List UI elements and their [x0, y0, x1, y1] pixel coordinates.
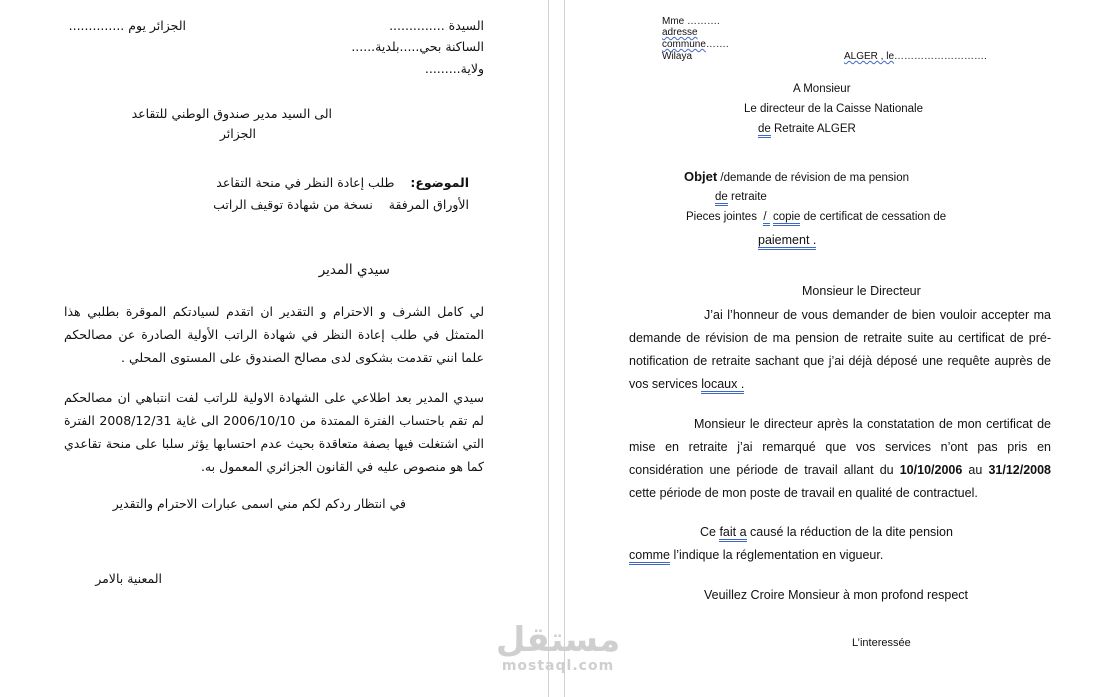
recipient-line3: de Retraite ALGER — [758, 123, 856, 135]
objet-line2: de retraite — [715, 191, 767, 203]
arabic-letter-page — [0, 0, 548, 697]
watermark-latin: mostaql.com — [501, 658, 615, 674]
place-date: الجزائر يوم .............. — [68, 18, 186, 33]
subject-text: طلب إعادة النظر في منحة التقاعد — [216, 175, 395, 190]
french-letter-page — [565, 0, 1115, 697]
sender-address: الساكنة بحي.....بلدية...... — [351, 39, 484, 54]
sender-wilaya: ولاية......... — [424, 61, 484, 76]
salutation: Monsieur le Directeur — [802, 284, 921, 298]
paragraph-1: J’ai l’honneur de vous demander de bien vouloir accepter ma demande de révision de ma pension de retraite suite au certificat de pré-notification de retraite sachant que j’ai déjà déposé une requête auprès de vos services locaux . — [629, 304, 1051, 396]
objet-line: Objet /demande de révision de ma pension — [684, 169, 910, 184]
paragraph-3-line1: Ce fait a causé la réduction de la dite pension — [700, 525, 953, 539]
sender-adresse: adresse — [662, 27, 698, 38]
paragraph-1: لي كامل الشرف و الاحترام و التقدير ان اتقدم لسيادتكم الموقرة بطلبي هذا المتمثل في طلب إعادة النظر في شهادة الراتب الأولية الصادرة عن مصالحكم علما انني تقدمت بشكوى لدى مصالح الصندوق على المستوى المحلي . — [64, 304, 484, 365]
closing: في انتظار ردكم لكم مني اسمى عبارات الاحترام والتقدير — [112, 496, 406, 511]
mostaql-watermark — [488, 622, 628, 674]
sender-wilaya: Wilaya — [662, 51, 693, 62]
sender-commune: commune……. — [662, 39, 729, 50]
page-divider — [548, 0, 549, 697]
attachments-label: الأوراق المرفقة — [388, 197, 469, 212]
salutation: سيدي المدير — [318, 262, 390, 278]
subject-label: الموضوع: — [410, 175, 469, 190]
signature: L’interessée — [852, 637, 911, 649]
paragraph-2: Monsieur le directeur après la constatation de mon certificat de mise en retraite j’ai remarqué que vos services n’ont pas pris en considération une période de travail allant du 10/10/2006 au 31/12/2008 cette période de mon poste de travail en qualité de contractuel. — [629, 417, 1051, 500]
subject-line — [216, 175, 469, 190]
attachments-line — [213, 197, 469, 212]
attachments-text: نسخة من شهادة توقيف الراتب — [213, 197, 373, 212]
sender-name: السيدة .............. — [389, 18, 484, 33]
closing: Veuillez Croire Monsieur à mon profond respect — [704, 588, 969, 602]
pieces-jointes-line: Pieces jointes / copie de certificat de cessation de — [686, 211, 946, 223]
watermark-arabic: مستقل — [495, 620, 621, 660]
paragraph-2: سيدي المدير بعد اطلاعي على الشهادة الاولية للراتب لفت انتباهي ان مصالحكم لم تقم باحتساب الفترة الممتدة من 2006/10/10 الى غاية 2008/12/31 الفترة التي اشتغلت فيها بصفة متعاقدة بحيث عدم احتسابها يؤثر سلبا على منحة تقاعدي كما هو منصوص عليه في القانون الجزائري المعمول به. — [64, 390, 484, 474]
paragraph-3-line2: comme l’indique la réglementation en vigueur. — [629, 548, 883, 562]
recipient-line2: الجزائر — [219, 126, 256, 141]
recipient-line2: Le directeur de la Caisse Nationale — [744, 103, 923, 115]
recipient-line1: A Monsieur — [793, 83, 851, 95]
recipient-line1: الى السيد مدير صندوق الوطني للتقاعد — [131, 106, 332, 121]
pieces-jointes-line2: paiement . — [758, 233, 816, 247]
place-date: ALGER , le………………………. — [844, 51, 987, 62]
sender-mme: Mme ………. — [662, 16, 720, 27]
signature: المعنية بالامر — [95, 571, 162, 586]
